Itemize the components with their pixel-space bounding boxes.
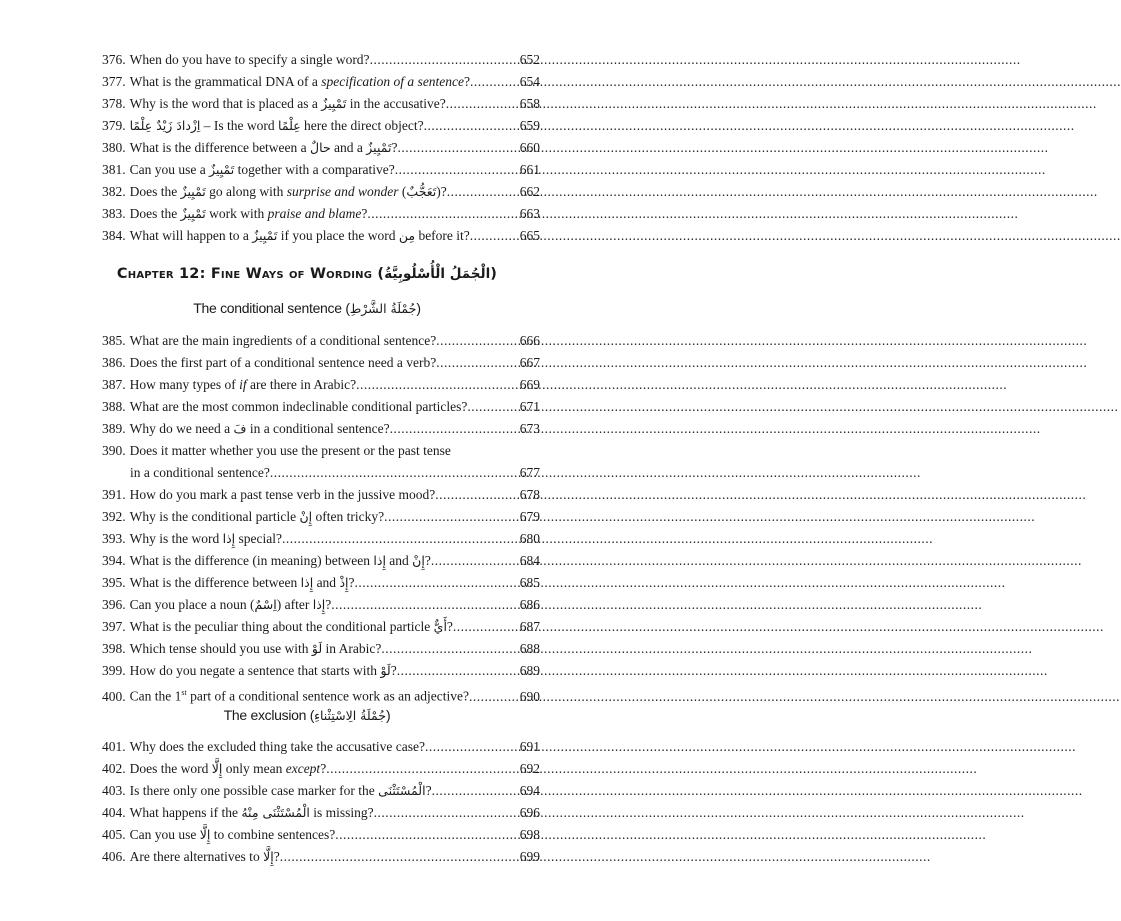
title-text: ) after: [276, 597, 313, 612]
title-text: ?: [273, 849, 280, 864]
toc-entry: [102, 616, 540, 638]
title-text: ?: [424, 553, 431, 568]
toc-entry-number: 404.: [102, 805, 126, 820]
arabic-term: مِن: [398, 228, 416, 243]
section-heading-arabic: جُمْلَةُ الشَّرْطِ: [349, 301, 417, 316]
title-text: Does it matter whether you use the present or the past tense: [129, 443, 451, 458]
toc-entry-number: 402.: [102, 761, 126, 776]
toc-entry-number: 387.: [102, 377, 126, 392]
toc-entry: [102, 550, 540, 572]
toc-entry-title: [130, 396, 468, 418]
toc-entry-number: 394.: [102, 553, 126, 568]
toc-block-conditional: [102, 330, 540, 704]
dot-leader: [367, 203, 519, 225]
dot-leader: [397, 137, 519, 159]
toc-entry-page: 680: [519, 531, 540, 546]
dot-leader: [280, 846, 520, 868]
toc-entry: [102, 462, 540, 484]
title-text: What are the most common indeclinable conditional particles?: [129, 399, 468, 414]
dot-leader: [370, 49, 520, 71]
toc-block-tamyiz: [102, 49, 540, 247]
toc-entry-number: 384.: [102, 228, 126, 243]
toc-entry-number: 383.: [102, 206, 126, 221]
arabic-term: إِذْ: [339, 575, 349, 590]
title-text: What is the peculiar thing about the conditional particle: [129, 619, 434, 634]
dot-leader: [354, 572, 519, 594]
title-text: What is the grammatical DNA of a: [129, 74, 322, 89]
title-text: and: [385, 553, 413, 568]
title-text: special?: [235, 531, 282, 546]
title-text: ?: [361, 206, 368, 221]
arabic-term: إِذا: [312, 597, 326, 612]
title-text: praise and blame: [267, 206, 362, 221]
toc-entry-title: [130, 93, 446, 115]
toc-entry: [102, 660, 540, 682]
toc-entry-number: 378.: [102, 96, 126, 111]
toc-entry-page: 690: [519, 688, 540, 704]
toc-entry-number: 377.: [102, 74, 126, 89]
toc-entry-number: 381.: [102, 162, 126, 177]
arabic-term: الْمُسْتَثْنَى مِنْهُ: [241, 805, 310, 820]
toc-entry: [102, 824, 540, 846]
arabic-term: حالٌ: [310, 140, 331, 155]
title-text: if you place the word: [277, 228, 399, 243]
toc-entry-page: 660: [519, 140, 540, 155]
dot-leader: [436, 330, 520, 352]
toc-entry: [102, 374, 540, 396]
dot-leader: [425, 736, 520, 758]
toc-entry-page: 665: [519, 228, 540, 243]
dot-leader: [469, 686, 520, 708]
toc-entry-title: [130, 203, 368, 225]
toc-entry-number: 385.: [102, 333, 126, 348]
arabic-term: إِلَّا: [211, 761, 223, 776]
arabic-term: إِنْ: [299, 509, 313, 524]
title-text: here the direct object?: [300, 118, 424, 133]
title-text: Does the first part of a conditional sentence need a verb?: [129, 355, 437, 370]
title-text: Can you use: [129, 827, 200, 842]
toc-entry-title: [130, 71, 470, 93]
dot-leader: [381, 638, 519, 660]
title-text: ?: [391, 140, 398, 155]
toc-entry-number: 397.: [102, 619, 126, 634]
toc-entry-page: 687: [519, 619, 540, 634]
toc-entry: [102, 846, 540, 868]
arabic-term: تَمْيِيزٌ: [180, 184, 206, 199]
toc-entry-page: 663: [519, 206, 540, 221]
toc-entry: [102, 682, 540, 704]
title-text: work with: [205, 206, 268, 221]
arabic-term: تَمْيِيزٌ: [180, 206, 206, 221]
toc-entry-number: 398.: [102, 641, 126, 656]
toc-entry-page: 678: [519, 487, 540, 502]
toc-entry-title: [130, 484, 436, 506]
toc-entry-page: 654: [519, 74, 540, 89]
title-text: ?: [390, 663, 397, 678]
dot-leader: [470, 71, 520, 93]
chapter-heading: [0, 266, 614, 282]
arabic-term: تَمْيِيزٌ: [366, 140, 392, 155]
toc-entry-page: 694: [519, 783, 540, 798]
dot-leader: [435, 484, 520, 506]
toc-entry-title: [130, 780, 432, 802]
arabic-term: أَيٌّ: [433, 619, 447, 634]
arabic-term: إِنْ: [412, 553, 425, 568]
title-text: in the accusative?: [346, 96, 446, 111]
title-text: specification of a sentence: [321, 74, 465, 89]
title-text: before it?: [415, 228, 470, 243]
dot-leader: [390, 418, 520, 440]
title-text: Does the: [129, 206, 181, 221]
title-text: ?: [446, 619, 453, 634]
toc-entry: [102, 572, 540, 594]
toc-entry-number: 396.: [102, 597, 126, 612]
toc-entry: [102, 352, 540, 374]
section-heading-arabic: جُمْلَةُ الِاسْتِثْناءِ: [314, 708, 386, 723]
arabic-term: إِذا: [373, 553, 386, 568]
section-heading-conditional: [0, 300, 614, 316]
toc-entry-page: 652: [519, 52, 540, 67]
toc-entry-page: 679: [519, 509, 540, 524]
toc-entry: [102, 49, 540, 71]
toc-entry-title: [130, 137, 398, 159]
title-text: Are there alternatives to: [129, 849, 264, 864]
title-text: and: [313, 575, 340, 590]
dot-leader: [374, 802, 520, 824]
title-text: Is there only one possible case marker for the: [129, 783, 379, 798]
toc-entry: [102, 638, 540, 660]
toc-entry: [102, 758, 540, 780]
title-text: Why is the conditional particle: [129, 509, 300, 524]
toc-entry-page: 677: [519, 465, 540, 480]
arabic-term: عِلْمًا: [278, 118, 301, 133]
title-text: surprise and wonder: [286, 184, 399, 199]
dot-leader: [335, 824, 520, 846]
chapter-heading-label: Chapter 12: Fine Ways of Wording (: [116, 266, 385, 282]
toc-block-exclusion: [102, 736, 540, 868]
toc-entry-title: [130, 660, 397, 682]
section-heading-label: The exclusion (: [223, 707, 315, 723]
toc-entry-number: 390.: [102, 443, 126, 458]
toc-entry-number: 399.: [102, 663, 126, 678]
toc-entry-title: [130, 225, 470, 247]
toc-entry-page: 689: [519, 663, 540, 678]
toc-entry-title: [130, 638, 382, 660]
title-text: Can you place a noun (: [129, 597, 255, 612]
arabic-term: الْمُسْتَثْنَى: [378, 783, 426, 798]
dot-leader: [397, 660, 520, 682]
toc-entry-title: [130, 736, 425, 758]
dot-leader: [446, 93, 520, 115]
title-text: st: [181, 688, 187, 697]
toc-entry-title: [130, 550, 431, 572]
title-text: What are the main ingredients of a conditional sentence?: [129, 333, 437, 348]
title-text: except: [285, 761, 321, 776]
dot-leader: [331, 594, 520, 616]
chapter-heading-close: ): [490, 266, 498, 282]
toc-entry-page: 659: [519, 118, 540, 133]
title-text: What is the difference (in meaning) between: [129, 553, 374, 568]
toc-entry-title: [130, 181, 447, 203]
title-text: and a: [330, 140, 367, 155]
toc-entry-number: 395.: [102, 575, 126, 590]
arabic-term: تَعَجُّبٌ: [406, 184, 437, 199]
title-text: Can the 1: [129, 688, 182, 704]
dot-leader: [326, 758, 520, 780]
toc-entry: [102, 137, 540, 159]
title-text: What happens if the: [129, 805, 242, 820]
title-text: When do you have to specify a single word?: [129, 52, 370, 67]
toc-entry: [102, 330, 540, 352]
dot-leader: [424, 115, 520, 137]
title-text: What will happen to a: [129, 228, 253, 243]
toc-entry-page: 699: [519, 849, 540, 864]
toc-entry-title: [130, 352, 437, 374]
title-text: Which tense should you use with: [129, 641, 312, 656]
title-text: in a conditional sentence?: [130, 465, 270, 480]
title-text: Why is the word that is placed as a: [129, 96, 322, 111]
title-text: How do you negate a sentence that starts with: [129, 663, 381, 678]
toc-entry-title: [130, 462, 270, 484]
toc-entry: [102, 396, 540, 418]
toc-entry: [102, 506, 540, 528]
toc-entry-page: 671: [519, 399, 540, 414]
toc-entry: [102, 484, 540, 506]
title-text: are there in Arabic?: [246, 377, 357, 392]
toc-entry-title: [130, 802, 374, 824]
title-text: Can you use a: [129, 162, 210, 177]
title-text: ?: [320, 761, 327, 776]
toc-entry-page: 658: [519, 96, 540, 111]
dot-leader: [356, 374, 520, 396]
toc-entry-number: 386.: [102, 355, 126, 370]
chapter-heading-arabic: الْجُمَلُ الْأُسْلُوبِيَّةُ: [384, 266, 491, 282]
arabic-term: إِذا: [222, 531, 236, 546]
title-text: – Is the word: [200, 118, 279, 133]
toc-entry-page: 698: [519, 827, 540, 842]
toc-entry-number: 393.: [102, 531, 126, 546]
title-text: Why is the word: [129, 531, 223, 546]
arabic-term: لَوْ: [311, 641, 323, 656]
title-text: part of a conditional sentence work as an adjective?: [186, 688, 469, 704]
toc-entry: [102, 181, 540, 203]
toc-entry-page: 686: [519, 597, 540, 612]
toc-entry-page: 684: [519, 553, 540, 568]
toc-entry-title: [130, 418, 390, 440]
toc-entry-page: 666: [519, 333, 540, 348]
title-text: ?: [464, 74, 471, 89]
toc-entry: [102, 736, 540, 758]
toc-entry: [102, 225, 540, 247]
toc-entry: [102, 115, 540, 137]
title-text: Does the word: [129, 761, 212, 776]
section-heading-close: ): [385, 707, 391, 723]
title-text: What is the difference between: [129, 575, 301, 590]
toc-entry-number: 376.: [102, 52, 126, 67]
toc-entry-title: [130, 374, 356, 396]
toc-entry-title: [130, 330, 437, 352]
toc-entry-title: [130, 682, 469, 708]
title-text: often tricky?: [312, 509, 385, 524]
title-text: to combine sentences?: [210, 827, 336, 842]
toc-entry: [102, 594, 540, 616]
toc-entry-title: [130, 49, 370, 71]
toc-entry: [102, 440, 540, 462]
title-text: (: [398, 184, 407, 199]
arabic-term: تَمْيِيزٌ: [321, 96, 347, 111]
arabic-term: تَمْيِيزٌ: [252, 228, 278, 243]
title-text: together with a comparative?: [234, 162, 395, 177]
toc-entry-title: [130, 846, 280, 868]
toc-entry-page: 661: [519, 162, 540, 177]
title-text: in a conditional sentence?: [246, 421, 390, 436]
dot-leader: [453, 616, 520, 638]
toc-entry: [102, 802, 540, 824]
toc-entry: [102, 71, 540, 93]
toc-entry-title: [130, 440, 451, 462]
toc-entry-page: 667: [519, 355, 540, 370]
toc-entry: [102, 780, 540, 802]
dot-leader: [395, 159, 520, 181]
title-text: is missing?: [309, 805, 374, 820]
toc-entry-number: 389.: [102, 421, 126, 436]
toc-entry-number: 405.: [102, 827, 126, 842]
toc-entry-number: 392.: [102, 509, 126, 524]
toc-entry-page: 691: [519, 739, 540, 754]
dot-leader: [270, 462, 520, 484]
toc-entry: [102, 93, 540, 115]
toc-entry-number: 382.: [102, 184, 126, 199]
toc-entry-title: [130, 506, 384, 528]
toc-entry-page: 696: [519, 805, 540, 820]
toc-entry-title: [130, 616, 453, 638]
toc-entry-number: 400.: [102, 688, 126, 704]
title-text: How do you mark a past tense verb in the jussive mood?: [129, 487, 436, 502]
title-text: What is the difference between a: [129, 140, 311, 155]
toc-entry-number: 406.: [102, 849, 126, 864]
toc-entry-title: [130, 572, 355, 594]
title-text: ?: [348, 575, 355, 590]
title-text: go along with: [205, 184, 287, 199]
toc-entry-number: 391.: [102, 487, 126, 502]
toc-entry-page: 669: [519, 377, 540, 392]
toc-entry-page: 688: [519, 641, 540, 656]
arabic-term: لَوْ: [380, 663, 391, 678]
dot-leader: [470, 225, 520, 247]
arabic-term: اِزْدادَ زَيْدٌ عِلْمًا: [129, 118, 201, 133]
section-heading-label: The conditional sentence (: [193, 300, 350, 316]
dot-leader: [282, 528, 520, 550]
toc-entry-title: [130, 758, 327, 780]
title-text: Why do we need a: [129, 421, 234, 436]
dot-leader: [384, 506, 520, 528]
toc-entry-title: [130, 824, 336, 846]
dot-leader: [431, 550, 520, 572]
title-text: )?: [436, 184, 447, 199]
toc-entry-page: 685: [519, 575, 540, 590]
toc-entry-number: 403.: [102, 783, 126, 798]
arabic-term: إِلَّا: [263, 849, 274, 864]
toc-entry-title: [130, 528, 282, 550]
toc-entry-number: 379.: [102, 118, 126, 133]
toc-entry-number: 380.: [102, 140, 126, 155]
title-text: Why does the excluded thing take the accusative case?: [129, 739, 425, 754]
arabic-term: إِذا: [300, 575, 314, 590]
toc-entry: [102, 159, 540, 181]
title-text: ?: [425, 783, 432, 798]
arabic-term: اِسْمٌ: [254, 597, 277, 612]
toc-entry: [102, 203, 540, 225]
title-text: ?: [325, 597, 332, 612]
toc-entry-page: 673: [519, 421, 540, 436]
dot-leader: [436, 352, 520, 374]
toc-entry-title: [130, 159, 395, 181]
title-text: How many types of: [129, 377, 240, 392]
toc-entry-page: 692: [519, 761, 540, 776]
section-heading-exclusion: [0, 707, 614, 723]
section-heading-close: ): [416, 300, 421, 316]
toc-entry-title: [130, 115, 424, 137]
title-text: if: [239, 377, 247, 392]
toc-entry-number: 388.: [102, 399, 126, 414]
arabic-term: إِلَّا: [199, 827, 211, 842]
dot-leader: [432, 780, 520, 802]
title-text: only mean: [222, 761, 286, 776]
title-text: Does the: [129, 184, 181, 199]
dot-leader: [467, 396, 519, 418]
toc-entry: [102, 418, 540, 440]
toc-entry-page: 662: [519, 184, 540, 199]
toc-entry-number: 401.: [102, 739, 126, 754]
arabic-term: فَ: [233, 421, 247, 436]
toc-entry: [102, 528, 540, 550]
toc-entry-title: [130, 594, 332, 616]
dot-leader: [447, 181, 520, 203]
arabic-term: تَمْيِيزٌ: [209, 162, 235, 177]
title-text: in Arabic?: [322, 641, 382, 656]
